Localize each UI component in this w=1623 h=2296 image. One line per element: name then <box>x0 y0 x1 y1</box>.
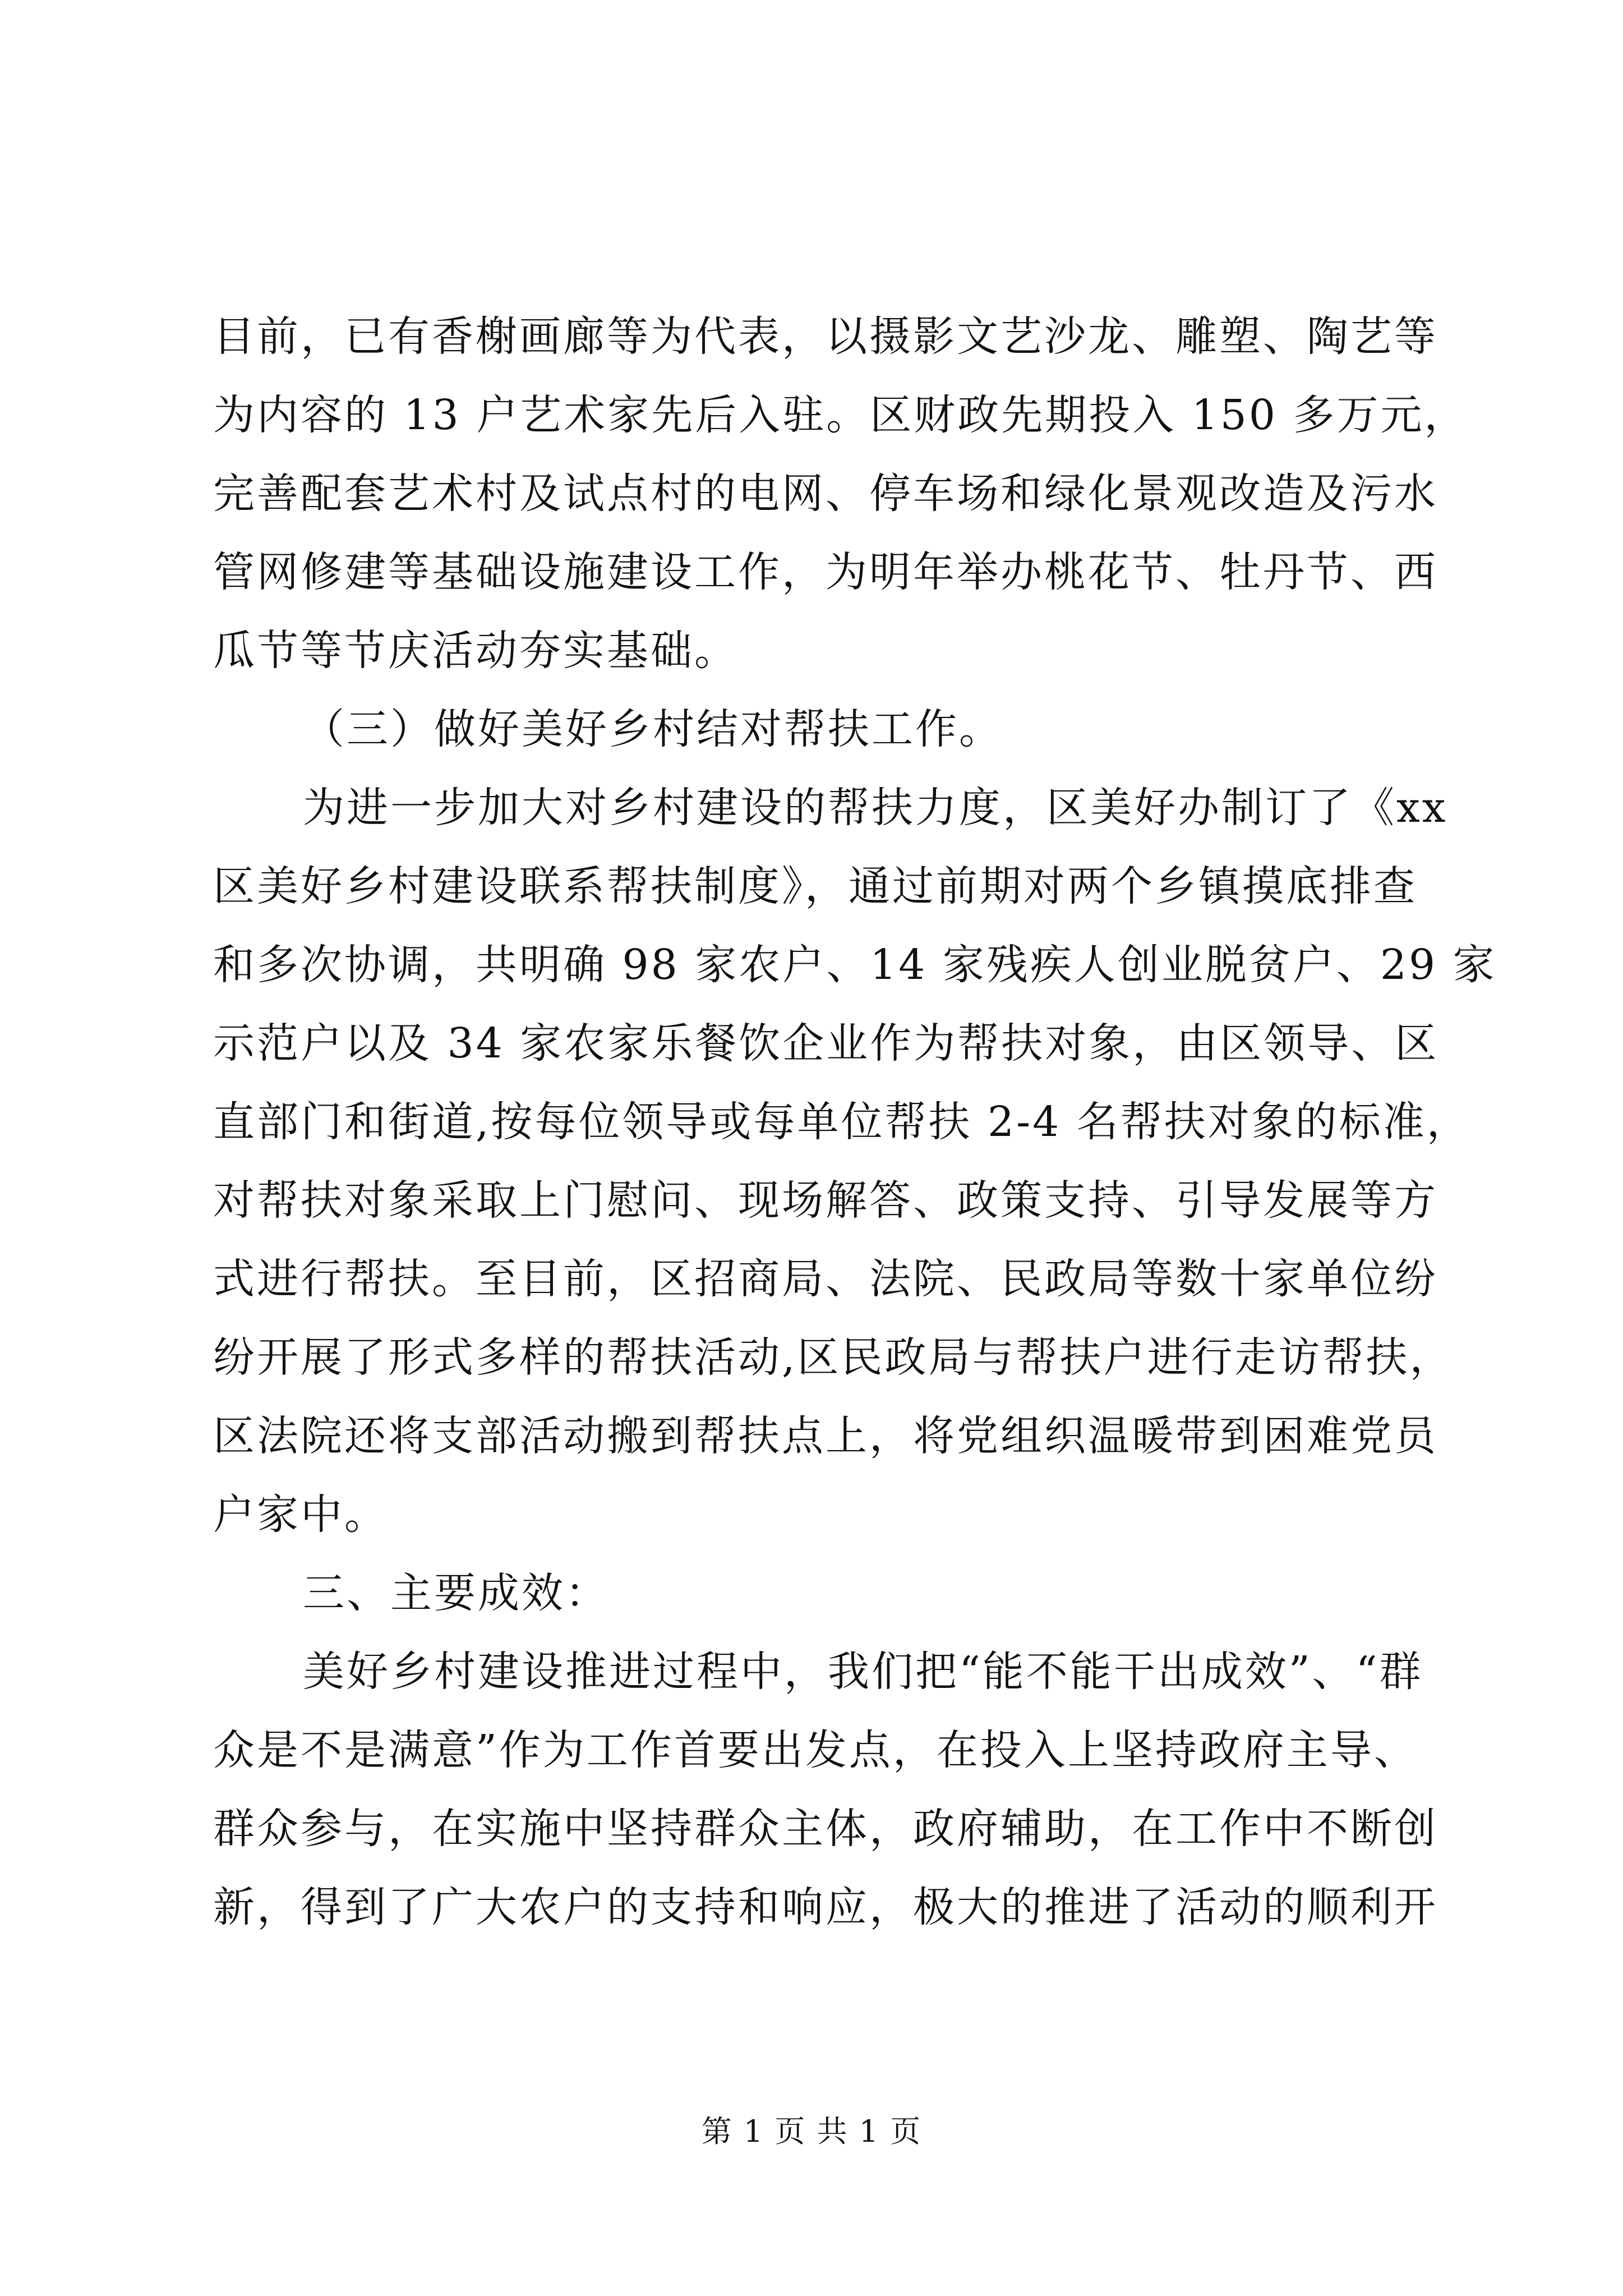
text-line: 区法院还将支部活动搬到帮扶点上，将党组织温暖带到困难党员 <box>213 1412 1438 1460</box>
text-line: 三、主要成效： <box>303 1569 609 1617</box>
text-line: 为内容的 13 户艺术家先后入驻。区财政先期投入 150 多万元， <box>213 391 1468 439</box>
text-line: 纷开展了形式多样的帮扶活动,区民政局与帮扶户进行走访帮扶， <box>213 1333 1454 1382</box>
text-line: （三）做好美好乡村结对帮扶工作。 <box>303 705 1003 753</box>
text-line: 目前，已有香榭画廊等为代表，以摄影文艺沙龙、雕塑、陶艺等 <box>213 312 1438 361</box>
text-line: 为进一步加大对乡村建设的帮扶力度，区美好办制订了《xx <box>303 784 1448 832</box>
text-line: 区美好乡村建设联系帮扶制度》，通过前期对两个乡镇摸底排查 <box>213 862 1417 910</box>
text-line: 户家中。 <box>213 1490 388 1539</box>
page-footer <box>0 2109 1623 2154</box>
text-line: 对帮扶对象采取上门慰问、现场解答、政策支持、引导发展等方 <box>213 1176 1438 1225</box>
text-line: 群众参与，在实施中坚持群众主体，政府辅助，在工作中不断创 <box>213 1805 1438 1853</box>
text-line: 瓜节等节庆活动夯实基础。 <box>213 627 738 675</box>
text-line: 美好乡村建设推进过程中，我们把“能不能干出成效”、“群 <box>303 1648 1423 1696</box>
text-line: 式进行帮扶。至目前，区招商局、法院、民政局等数十家单位纷 <box>213 1255 1438 1303</box>
text-line: 新，得到了广大农户的支持和响应，极大的推进了活动的顺利开 <box>213 1883 1438 1931</box>
text-line: 众是不是满意”作为工作首要出发点，在投入上坚持政府主导、 <box>213 1726 1418 1774</box>
text-line: 和多次协调，共明确 98 家农户、14 家残疾人创业脱贫户、29 家 <box>213 941 1497 989</box>
page-number-label: 第 1 页 共 1 页 <box>701 2114 922 2149</box>
document-body <box>213 297 1497 1947</box>
text-line: 完善配套艺术村及试点村的电网、停车场和绿化景观改造及污水 <box>213 470 1438 518</box>
text-line: 直部门和街道,按每位领导或每单位帮扶 2-4 名帮扶对象的标准， <box>213 1098 1470 1146</box>
text-line: 管网修建等基础设施建设工作，为明年举办桃花节、牡丹节、西 <box>213 548 1438 596</box>
text-line: 示范户以及 34 家农家乐餐饮企业作为帮扶对象，由区领导、区 <box>213 1019 1439 1068</box>
